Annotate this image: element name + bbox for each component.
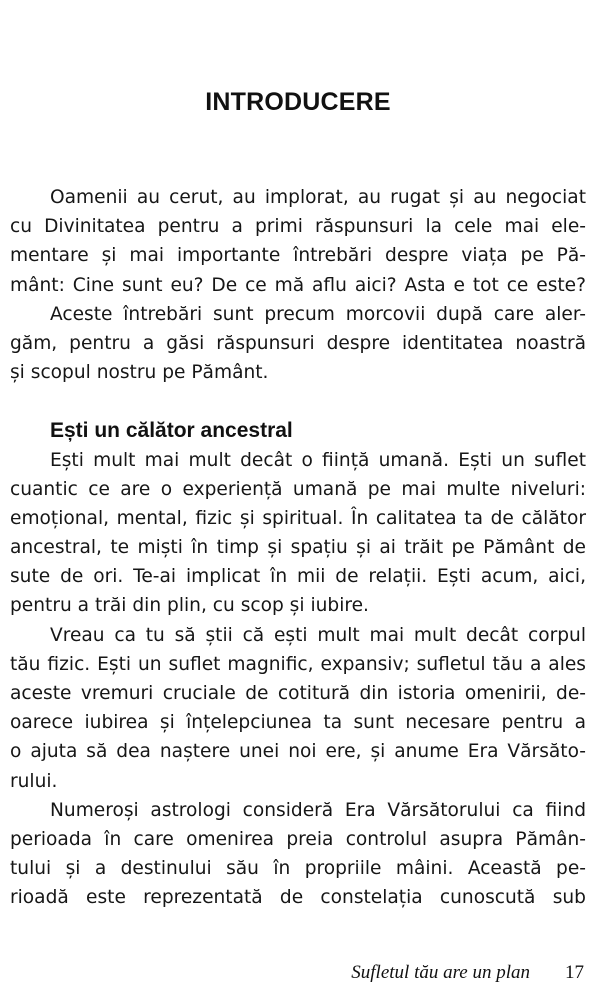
- text-line: oarece iubirea și înțelepciunea ta sunt necesare pentru a: [10, 712, 586, 734]
- text-line: sute de ori. Te-ai implicat în mii de relații. Ești acum, aici,: [10, 566, 586, 588]
- text-line: și scopul nostru pe Pământ.: [10, 362, 269, 384]
- text-line: rioadă este reprezentată de constelația cunoscută sub: [10, 887, 586, 909]
- chapter-title: INTRODUCERE: [205, 88, 391, 116]
- running-footer-title: Sufletul tău are un plan: [351, 962, 530, 983]
- text-line: rului.: [10, 770, 58, 792]
- text-line: perioada în care omenirea preia controlul asupra Pămân-: [10, 828, 586, 850]
- text-line: cu Divinitatea pentru a primi răspunsuri la cele mai ele-: [10, 216, 586, 238]
- text-line: mentare și mai importante întrebări despre viața pe Pă-: [10, 245, 586, 267]
- text-line: o ajuta să dea naștere unei noi ere, și anume Era Vărsăto-: [10, 741, 586, 763]
- text-line: pentru a trăi din plin, cu scop și iubire.: [10, 595, 369, 617]
- section-heading: Ești un călător ancestral: [50, 419, 293, 443]
- body-text: [10, 183, 586, 913]
- text-line: emoțional, mental, fizic și spiritual. În calitatea ta de călător: [10, 507, 586, 529]
- text-line: cuantic ce are o experiență umană pe mai multe niveluri:: [10, 478, 586, 500]
- text-line: Oamenii au cerut, au implorat, au rugat și au negociat: [50, 187, 586, 208]
- text-line: Ești mult mai mult decât o ființă umană. Ești un suflet: [50, 449, 586, 471]
- spacer: [10, 387, 586, 416]
- text-line: tău fizic. Ești un suflet magnific, expansiv; sufletul tău a ales: [10, 653, 586, 675]
- text-line: ancestral, te miști în timp și spațiu și ai trăit pe Pământ de: [10, 537, 586, 559]
- text-line: tului și a destinului său în propriile mâini. Această pe-: [10, 858, 586, 880]
- text-line: Aceste întrebări sunt precum morcovii după care aler-: [50, 303, 586, 325]
- text-line: găm, pentru a găsi răspunsuri despre identitatea noastră: [10, 332, 586, 354]
- text-line: Numeroși astrologi consideră Era Vărsătorului ca fiind: [50, 799, 586, 821]
- page-number: 17: [565, 962, 584, 983]
- text-line: aceste vremuri cruciale de cotitură din istoria omenirii, de-: [10, 683, 586, 704]
- text-line: Vreau ca tu să știi că ești mult mai mult decât corpul: [50, 624, 586, 646]
- text-line: mânt: Cine sunt eu? De ce mă aflu aici? Asta e tot ce este?: [10, 274, 586, 296]
